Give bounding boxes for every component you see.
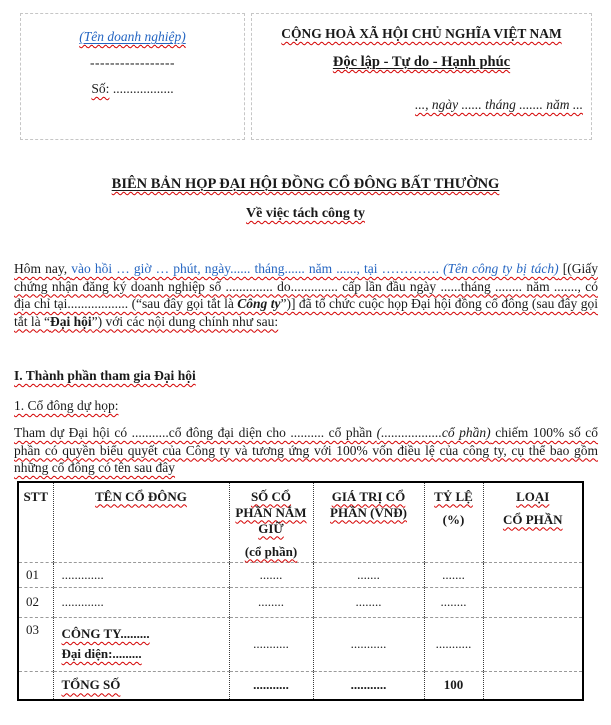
national-motto-line1: CỘNG HOÀ XÃ HỘI CHỦ NGHĨA VIỆT NAM xyxy=(281,26,562,41)
intro-time-place-blanks: vào hồi … giờ … phút, ngày...... tháng...... năm ......, tại …………. xyxy=(71,261,444,276)
total-shares: ........... xyxy=(229,671,313,700)
cell-ratio: ........... xyxy=(424,617,483,671)
letterhead xyxy=(20,13,592,140)
cell-stt: 03 xyxy=(18,617,53,671)
shareholders-table xyxy=(17,481,584,702)
cell-stt: 02 xyxy=(18,587,53,617)
intro-meeting-short-name: Đại hội xyxy=(49,313,92,329)
cell-type xyxy=(483,562,583,587)
table-row xyxy=(18,587,583,617)
document-number-label: Số: xyxy=(91,81,110,96)
table-header-row xyxy=(18,482,583,563)
cell-shareholder-name: ............. xyxy=(53,562,229,587)
header-ratio: TỶ LỆ (%) xyxy=(424,482,483,563)
attendance-shares-words: (..................cổ phần) xyxy=(376,425,491,440)
cell-shareholder-name: ............. xyxy=(53,587,229,617)
title-block xyxy=(0,176,611,222)
total-type xyxy=(483,671,583,700)
cell-ratio: ........ xyxy=(424,587,483,617)
intro-company-placeholder: (Tên công ty bị tách) xyxy=(443,261,559,276)
attendance-paragraph xyxy=(14,424,598,477)
cell-stt: 01 xyxy=(18,562,53,587)
header-share-value: GIÁ TRỊ CỔ PHẦN (VNĐ) xyxy=(313,482,424,563)
total-label: TỔNG SỐ xyxy=(53,671,229,700)
intro-company-short-name: Công ty xyxy=(237,296,281,311)
cell-shareholder-name xyxy=(53,617,229,671)
attendance-seg-2: chiếm 100% số cổ phần có quyền biểu quyết của Công ty và tương ứng với 100% vốn điều lệ của công ty, cụ thể bao gồm những cổ đông có tên sau đây xyxy=(14,425,599,475)
company-name-text: (Tên doanh nghiệp) xyxy=(79,29,186,44)
letterhead-national-cell xyxy=(251,13,592,140)
company-representative: Đại diện:......... xyxy=(61,646,142,661)
document-title: BIÊN BẢN HỌP ĐẠI HỘI ĐỒNG CỔ ĐÔNG BẤT THƯỜNG xyxy=(111,176,500,192)
cell-type xyxy=(483,617,583,671)
cell-value: ........ xyxy=(313,587,424,617)
cell-shares: ....... xyxy=(229,562,313,587)
national-motto-line2: Độc lập - Tự do - Hạnh phúc xyxy=(332,54,511,70)
company-shareholder-name: CÔNG TY......... xyxy=(61,626,150,641)
intro-seg-1: Hôm nay, xyxy=(14,261,72,276)
document-number-dots: .................. xyxy=(109,81,174,96)
table-row xyxy=(18,562,583,587)
intro-seg-3: ”)] đã tổ chức cuộc họp Đại hội đồng cổ đông (sau đây gọi tắt là “ xyxy=(14,296,598,329)
intro-seg-2: [(Giấy chứng nhận đăng ký doanh nghiệp số .............. do.............. cấp lần đầu ngày ......tháng ........ năm ......., có địa chỉ tại.................. (“sau đây gọi tắt là xyxy=(14,261,598,311)
date-place-line: ..., ngày ...... tháng ....... năm ... xyxy=(415,97,583,112)
attendance-seg-1: Tham dự Đại hội có ...........cổ đông đại diện cho .......... cổ phần xyxy=(14,425,377,440)
header-shares-held: SỐ CỔ PHẦN NẮM GIỮ (cổ phần) xyxy=(229,482,313,563)
subsection-shareholders-attending: 1. Cổ đông dự họp: xyxy=(14,398,119,413)
header-stt: STT xyxy=(18,482,53,563)
letterhead-company-cell xyxy=(20,13,245,140)
table-row xyxy=(18,617,583,671)
cell-stt xyxy=(18,671,53,700)
cell-ratio: ....... xyxy=(424,562,483,587)
letterhead-divider-dashes: ----------------- xyxy=(90,55,175,70)
document-number-line xyxy=(21,81,244,97)
intro-seg-4: ”) với các nội dung chính như sau: xyxy=(91,313,279,329)
cell-type xyxy=(483,587,583,617)
header-share-type: LOẠI CỔ PHẦN xyxy=(483,482,583,563)
header-shareholder-name: TÊN CỔ ĐÔNG xyxy=(53,482,229,563)
total-value: ........... xyxy=(313,671,424,700)
cell-shares: ........... xyxy=(229,617,313,671)
document-subtitle: Về việc tách công ty xyxy=(246,206,365,221)
cell-shares: ........ xyxy=(229,587,313,617)
section-heading-participants: I. Thành phần tham gia Đại hội xyxy=(14,368,196,383)
total-ratio: 100 xyxy=(424,671,483,700)
cell-value: ........... xyxy=(313,617,424,671)
table-total-row xyxy=(18,671,583,700)
cell-value: ....... xyxy=(313,562,424,587)
intro-paragraph xyxy=(14,260,598,330)
company-name-placeholder xyxy=(21,29,244,45)
